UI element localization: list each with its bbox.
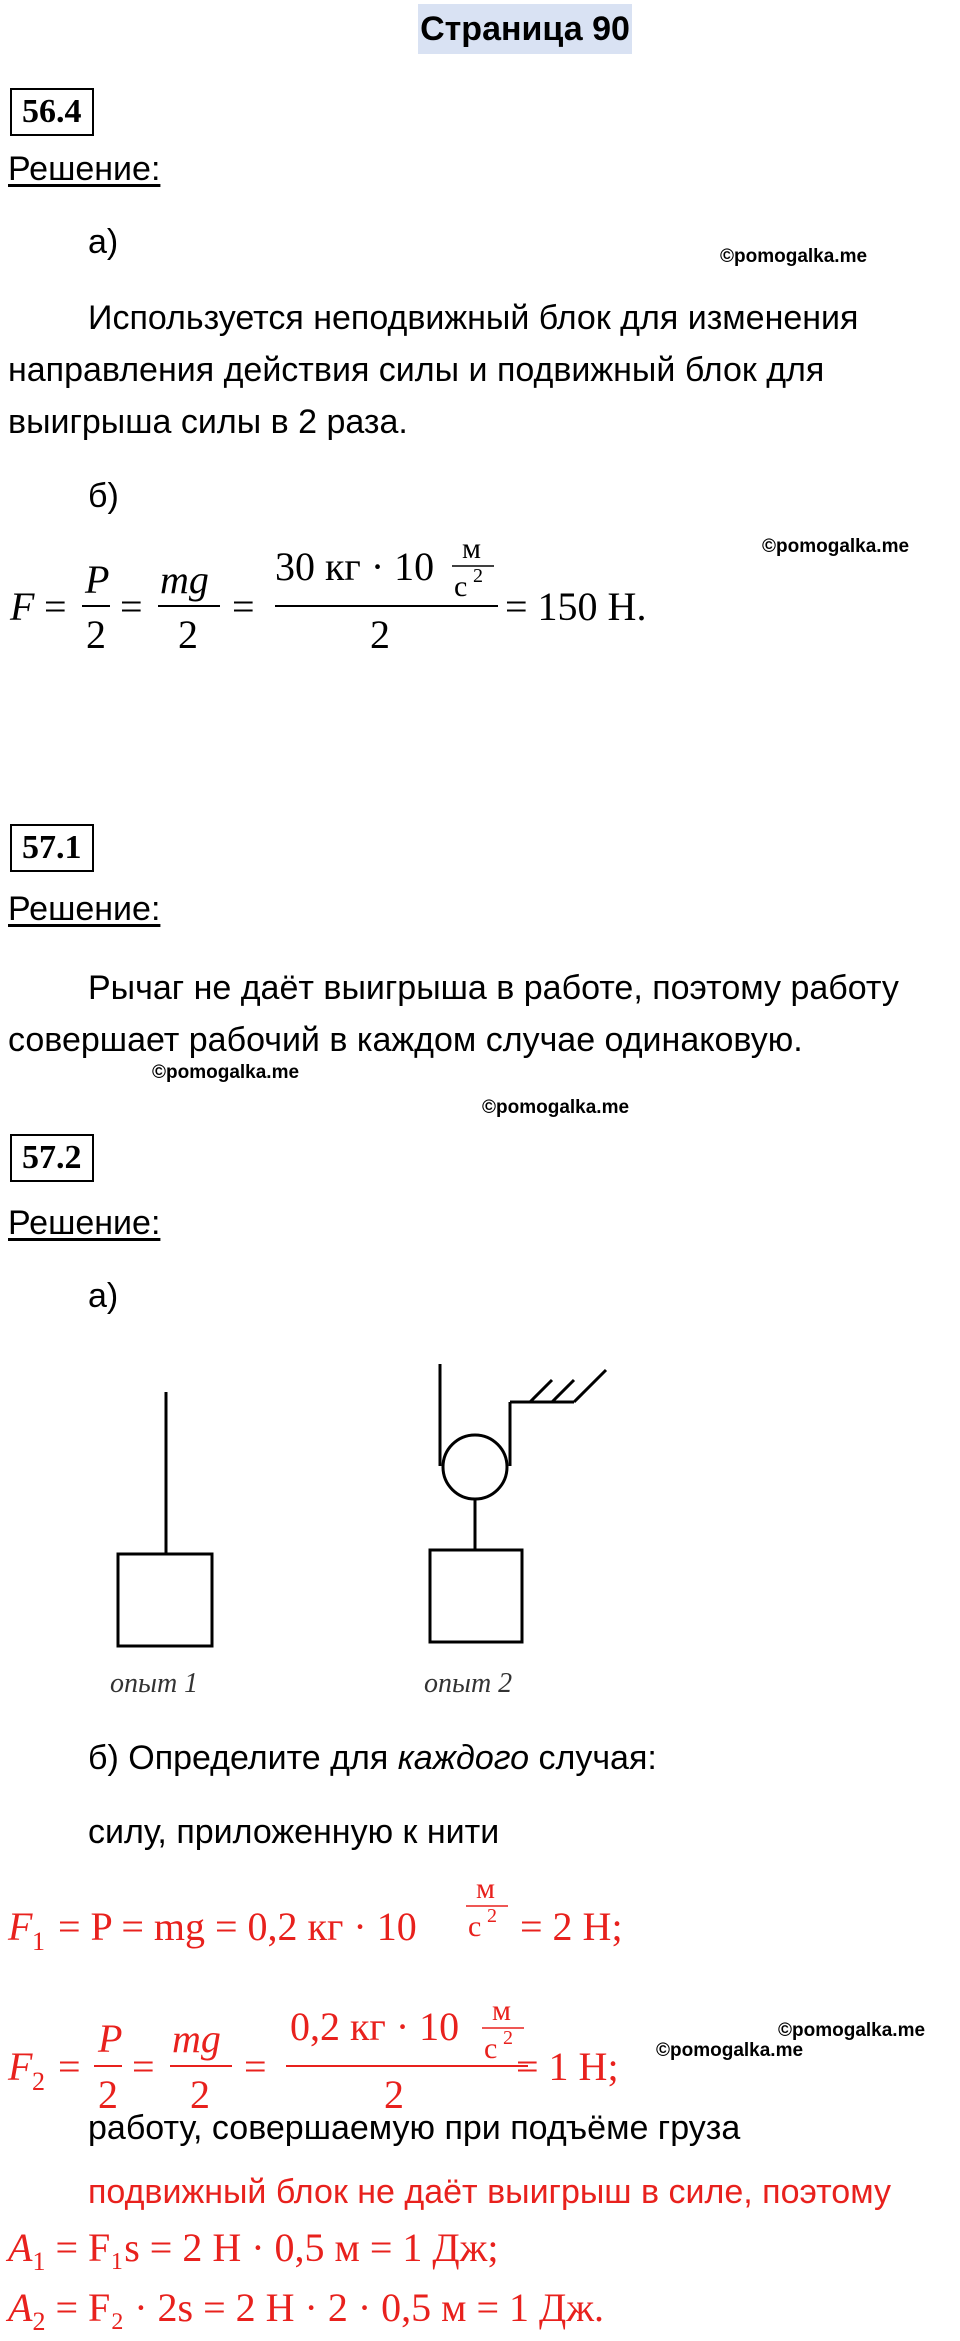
formula-f-symbol: F	[10, 584, 35, 629]
svg-text:F: F	[8, 1904, 33, 1949]
watermark: ©pomogalka.me	[762, 536, 910, 557]
formula-numerator: 30 кг · 10	[275, 544, 435, 589]
f2-result: = 1 Н;	[516, 2044, 619, 2089]
label-exp-2: опыт 2	[424, 1668, 513, 1699]
part-b-label: б)	[88, 477, 119, 515]
formula-56-4	[0, 520, 960, 680]
f1-expression: = P = mg = 0,2 кг · 10	[58, 1904, 417, 1949]
page-title: Страница 90	[418, 4, 632, 54]
svg-text:mg: mg	[172, 2016, 221, 2061]
svg-text:с: с	[468, 1910, 482, 1943]
watermark: ©pomogalka.me	[656, 2040, 804, 2061]
svg-text:=: =	[232, 584, 255, 629]
svg-text:mg: mg	[160, 557, 209, 602]
svg-text:2: 2	[473, 565, 483, 587]
weight-2	[430, 1550, 522, 1642]
svg-text:м: м	[462, 532, 481, 565]
formula-f1	[0, 1860, 960, 1970]
svg-text:2: 2	[190, 2072, 210, 2117]
svg-text:=: =	[132, 2044, 155, 2089]
svg-text:с: с	[484, 2032, 498, 2065]
svg-text:м: м	[492, 1994, 511, 2027]
part-a-label: а)	[88, 223, 119, 261]
task-number-56-4: 56.4	[10, 88, 94, 136]
task-number-57-2: 57.2	[10, 1134, 94, 1182]
svg-text:2: 2	[487, 1905, 497, 1927]
task-number-57-1: 57.1	[10, 824, 94, 872]
svg-text:=: =	[58, 2044, 81, 2089]
svg-text:2: 2	[503, 2027, 513, 2049]
formula-result: = 150 Н.	[505, 584, 647, 629]
svg-text:1: 1	[32, 1927, 45, 1956]
label-exp-1: опыт 1	[110, 1668, 199, 1699]
svg-text:2: 2	[86, 612, 106, 657]
watermark: ©pomogalka.me	[482, 1097, 630, 1118]
answer-line-1: Рычаг не даёт выигрыша в работе, поэтому работу	[88, 969, 899, 1007]
solution-label: Решение:	[8, 1204, 161, 1242]
watermark: ©pomogalka.me	[778, 2020, 926, 2041]
weight-1	[118, 1554, 212, 1646]
svg-text:=: =	[244, 2044, 267, 2089]
answer-line-2: совершает рабочий в каждом случае одинаковую.	[8, 1021, 803, 1059]
svg-text:=: =	[44, 584, 67, 629]
formula-a1: $A_1 = F_1s = 2$ Н · 0,5 м = 1 Дж;	[8, 2225, 499, 2276]
solution-label: Решение:	[8, 150, 161, 188]
svg-text:2: 2	[370, 612, 390, 657]
watermark: ©pomogalka.me	[720, 246, 868, 267]
f1-result: = 2 Н;	[520, 1904, 623, 1949]
svg-text:F: F	[8, 2044, 33, 2089]
work-label: работу, совершаемую при подъёме груза	[88, 2109, 741, 2147]
svg-text:2: 2	[178, 612, 198, 657]
answer-note: подвижный блок не даёт выигрыш в силе, поэтому	[88, 2173, 891, 2211]
svg-text:=: =	[120, 584, 143, 629]
movable-pulley	[443, 1435, 507, 1499]
svg-text:м: м	[476, 1872, 495, 1905]
formula-a2: $A_2 = F_2 \cdot 2s = 2$ Н · 2 · 0,5 м = 1 Дж.	[8, 2285, 604, 2336]
svg-text:2: 2	[98, 2072, 118, 2117]
part-a-label: а)	[88, 1277, 119, 1315]
question-text: б) Определите для каждого случая:	[88, 1739, 657, 1777]
pulley-figure	[0, 1340, 960, 1710]
formula-p-symbol: P	[85, 557, 110, 602]
svg-text:с: с	[454, 570, 468, 603]
svg-text:2: 2	[32, 2067, 45, 2096]
svg-text:2: 2	[384, 2072, 404, 2117]
answer-line-3: выигрыша силы в 2 раза.	[8, 403, 408, 441]
solution-label: Решение:	[8, 890, 161, 928]
watermark: ©pomogalka.me	[152, 1062, 300, 1083]
f2-numerator: 0,2 кг · 10	[290, 2004, 460, 2049]
force-label: силу, приложенную к нити	[88, 1813, 500, 1851]
answer-line-1: Используется неподвижный блок для изменения	[88, 299, 859, 337]
answer-line-2: направления действия силы и подвижный блок для	[8, 351, 825, 389]
svg-text:P: P	[98, 2016, 123, 2061]
